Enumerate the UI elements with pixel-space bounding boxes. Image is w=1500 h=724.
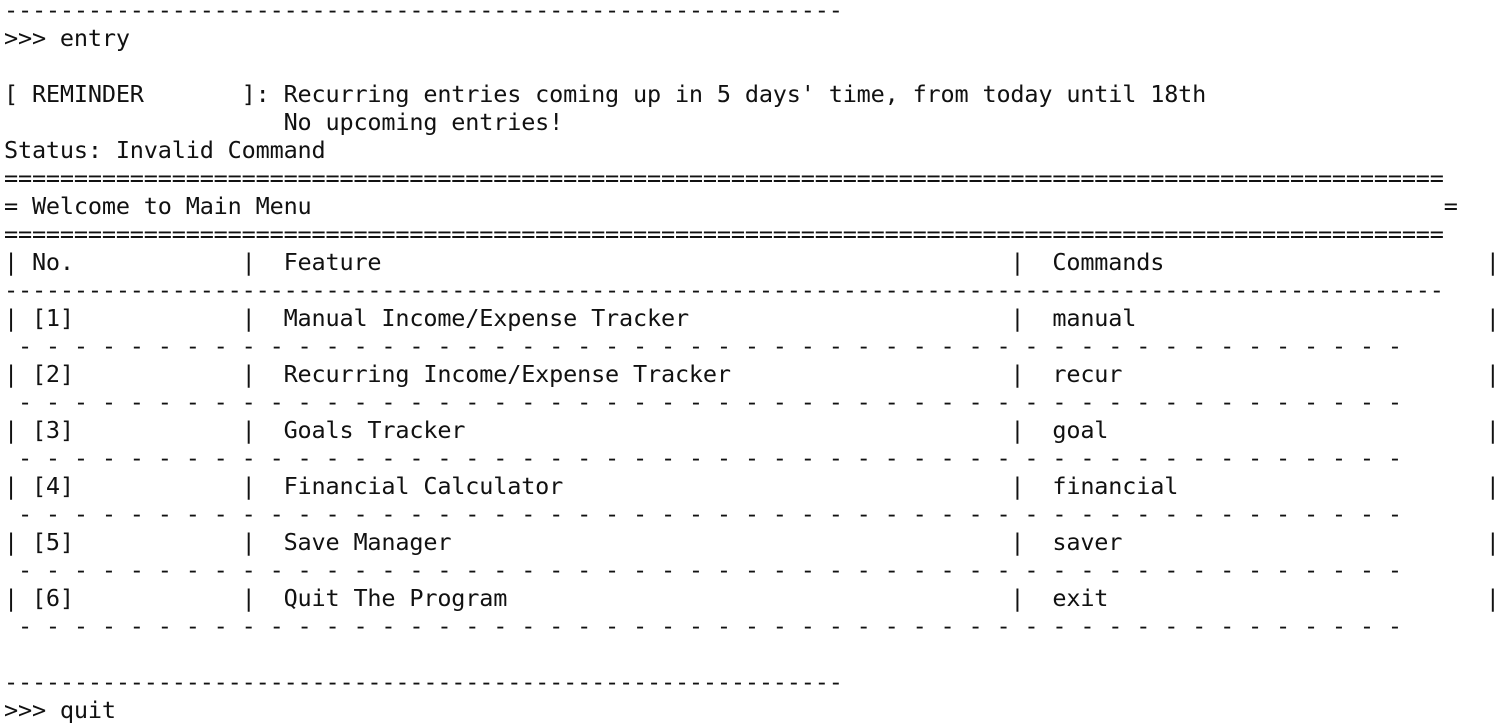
separator-line: ------------------------------------------------------------ [4, 0, 843, 24]
status-line: Status: Invalid Command [4, 136, 326, 164]
menu-row-manual: | [1] | Manual Income/Expense Tracker | manual | [4, 304, 1500, 332]
menu-row-goal: | [3] | Goals Tracker | goal | [4, 416, 1500, 444]
menu-row-saver: | [5] | Save Manager | saver | [4, 528, 1500, 556]
prompt-line-entry: >>> entry [4, 24, 130, 52]
menu-row-recur: | [2] | Recurring Income/Expense Tracker | recur | [4, 360, 1500, 388]
separator-line: ------------------------------------------------------------ [4, 668, 843, 696]
reminder-line: [ REMINDER ]: Recurring entries coming up in 5 days' time, from today until 18th [4, 80, 1207, 108]
menu-border-bottom: ======================================================================================================= [4, 220, 1444, 248]
menu-table-header: | No. | Feature | Commands | [4, 248, 1500, 276]
menu-row-divider: - - - - - - - - - - - - - - - - - - - - - - - - - - - - - - - - - - - - - - - - - - - - - - - - - - [4, 388, 1402, 416]
menu-row-divider: - - - - - - - - - - - - - - - - - - - - - - - - - - - - - - - - - - - - - - - - - - - - - - - - - - [4, 612, 1402, 640]
menu-row-divider: - - - - - - - - - - - - - - - - - - - - - - - - - - - - - - - - - - - - - - - - - - - - - - - - - - [4, 556, 1402, 584]
menu-row-divider: - - - - - - - - - - - - - - - - - - - - - - - - - - - - - - - - - - - - - - - - - - - - - - - - - - [4, 444, 1402, 472]
menu-row-exit: | [6] | Quit The Program | exit | [4, 584, 1500, 612]
menu-row-financial: | [4] | Financial Calculator | financial | [4, 472, 1500, 500]
menu-header-divider: ------------------------------------------------------------------------------------------------------- [4, 276, 1444, 304]
prompt-line-quit: >>> quit [4, 696, 116, 724]
menu-border-top: ======================================================================================================= [4, 164, 1444, 192]
menu-row-divider: - - - - - - - - - - - - - - - - - - - - - - - - - - - - - - - - - - - - - - - - - - - - - - - - - - [4, 500, 1402, 528]
reminder-detail-line: No upcoming entries! [4, 108, 564, 136]
menu-row-divider: - - - - - - - - - - - - - - - - - - - - - - - - - - - - - - - - - - - - - - - - - - - - - - - - - - [4, 332, 1402, 360]
menu-title-line: = Welcome to Main Menu = [4, 192, 1458, 220]
